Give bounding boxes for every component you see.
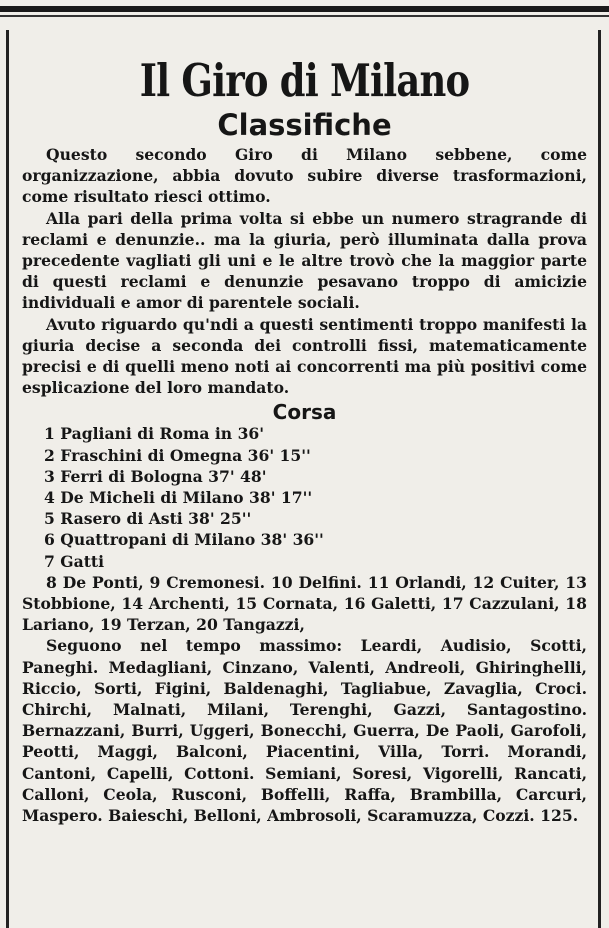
result-item: 1 Pagliani di Roma in 36' bbox=[44, 424, 265, 444]
max-time-finishers: Seguono nel tempo massimo: Leardi, Audisio, Scotti, Paneghi. Medagliani, Cinzano, Valenti, Andreoli, Ghiringhelli, Riccio, Sorti, Figini, Baldenaghi, Tagliabue, Zavaglia, Croci. Chirchi, Malnati, Milani, Terenghi, Gazzi, Santagostino. Bernazzani, Burri, Uggeri, Bonecchi, Guerra, De Paoli, Garofoli, Peotti, Maggi, Balconi, Piacentini, Villa, Torri. Morandi, Cantoni, Capelli, Cottoni. Semiani, Soresi, Vigorelli, Rancati, Calloni, Ceola, Rusconi, Boffelli, Raffa, Brambilla, Carcuri, Maspero. Baieschi, Belloni, Ambrosoli, Scaramuzza, Cozzi. 125. bbox=[22, 636, 587, 826]
paragraph-1: Questo secondo Giro di Milano sebbene, come organizzazione, abbia dovuto subire diverse trasformazioni, come risultato riesci ottimo. bbox=[22, 145, 587, 207]
paragraph-2: Alla pari della prima volta si ebbe un numero stragrande di reclami e denunzie.. ma la giuria, però illuminata dalla prova precedente vagliati gli uni e le altre trovò che la maggior parte di questi reclami e denunzie pesavano troppo di amicizie individuali e amor di parentele sociali. bbox=[22, 208, 587, 313]
result-item: 7 Gatti bbox=[44, 551, 105, 571]
article-title: Il Giro di Milano bbox=[139, 54, 470, 107]
result-item: 4 De Micheli di Milano 38' 17'' bbox=[44, 488, 313, 508]
paragraph-3: Avuto riguardo qu'ndi a questi sentimenti troppo manifesti la giuria decise a seconda dei controlli fissi, matematicamente precisi e di quelli meno noti ai concorrenti ma più positivi come esplicazione del loro mandato. bbox=[22, 314, 587, 398]
result-item: 6 Quattropani di Milano 38' 36'' bbox=[44, 530, 324, 550]
article bbox=[22, 54, 587, 826]
result-item: 3 Ferri di Bologna 37' 48' bbox=[44, 466, 267, 486]
results-list bbox=[22, 423, 587, 571]
section-heading: Corsa bbox=[272, 400, 337, 425]
result-item: 5 Rasero di Asti 38' 25'' bbox=[44, 509, 252, 529]
top-rule bbox=[0, 6, 609, 12]
left-column-rule bbox=[6, 30, 9, 928]
article-subtitle: Classifiche bbox=[217, 108, 392, 142]
right-column-rule bbox=[598, 30, 601, 928]
top-rule-thin bbox=[0, 15, 609, 17]
other-finishers: 8 De Ponti, 9 Cremonesi. 10 Delfini. 11 Orlandi, 12 Cuiter, 13 Stobbione, 14 Archenti, 15 Cornata, 16 Galetti, 17 Cazzulani, 18 Lariano, 19 Terzan, 20 Tangazzi, bbox=[22, 572, 587, 635]
result-item: 2 Fraschini di Omegna 36' 15'' bbox=[44, 445, 311, 465]
